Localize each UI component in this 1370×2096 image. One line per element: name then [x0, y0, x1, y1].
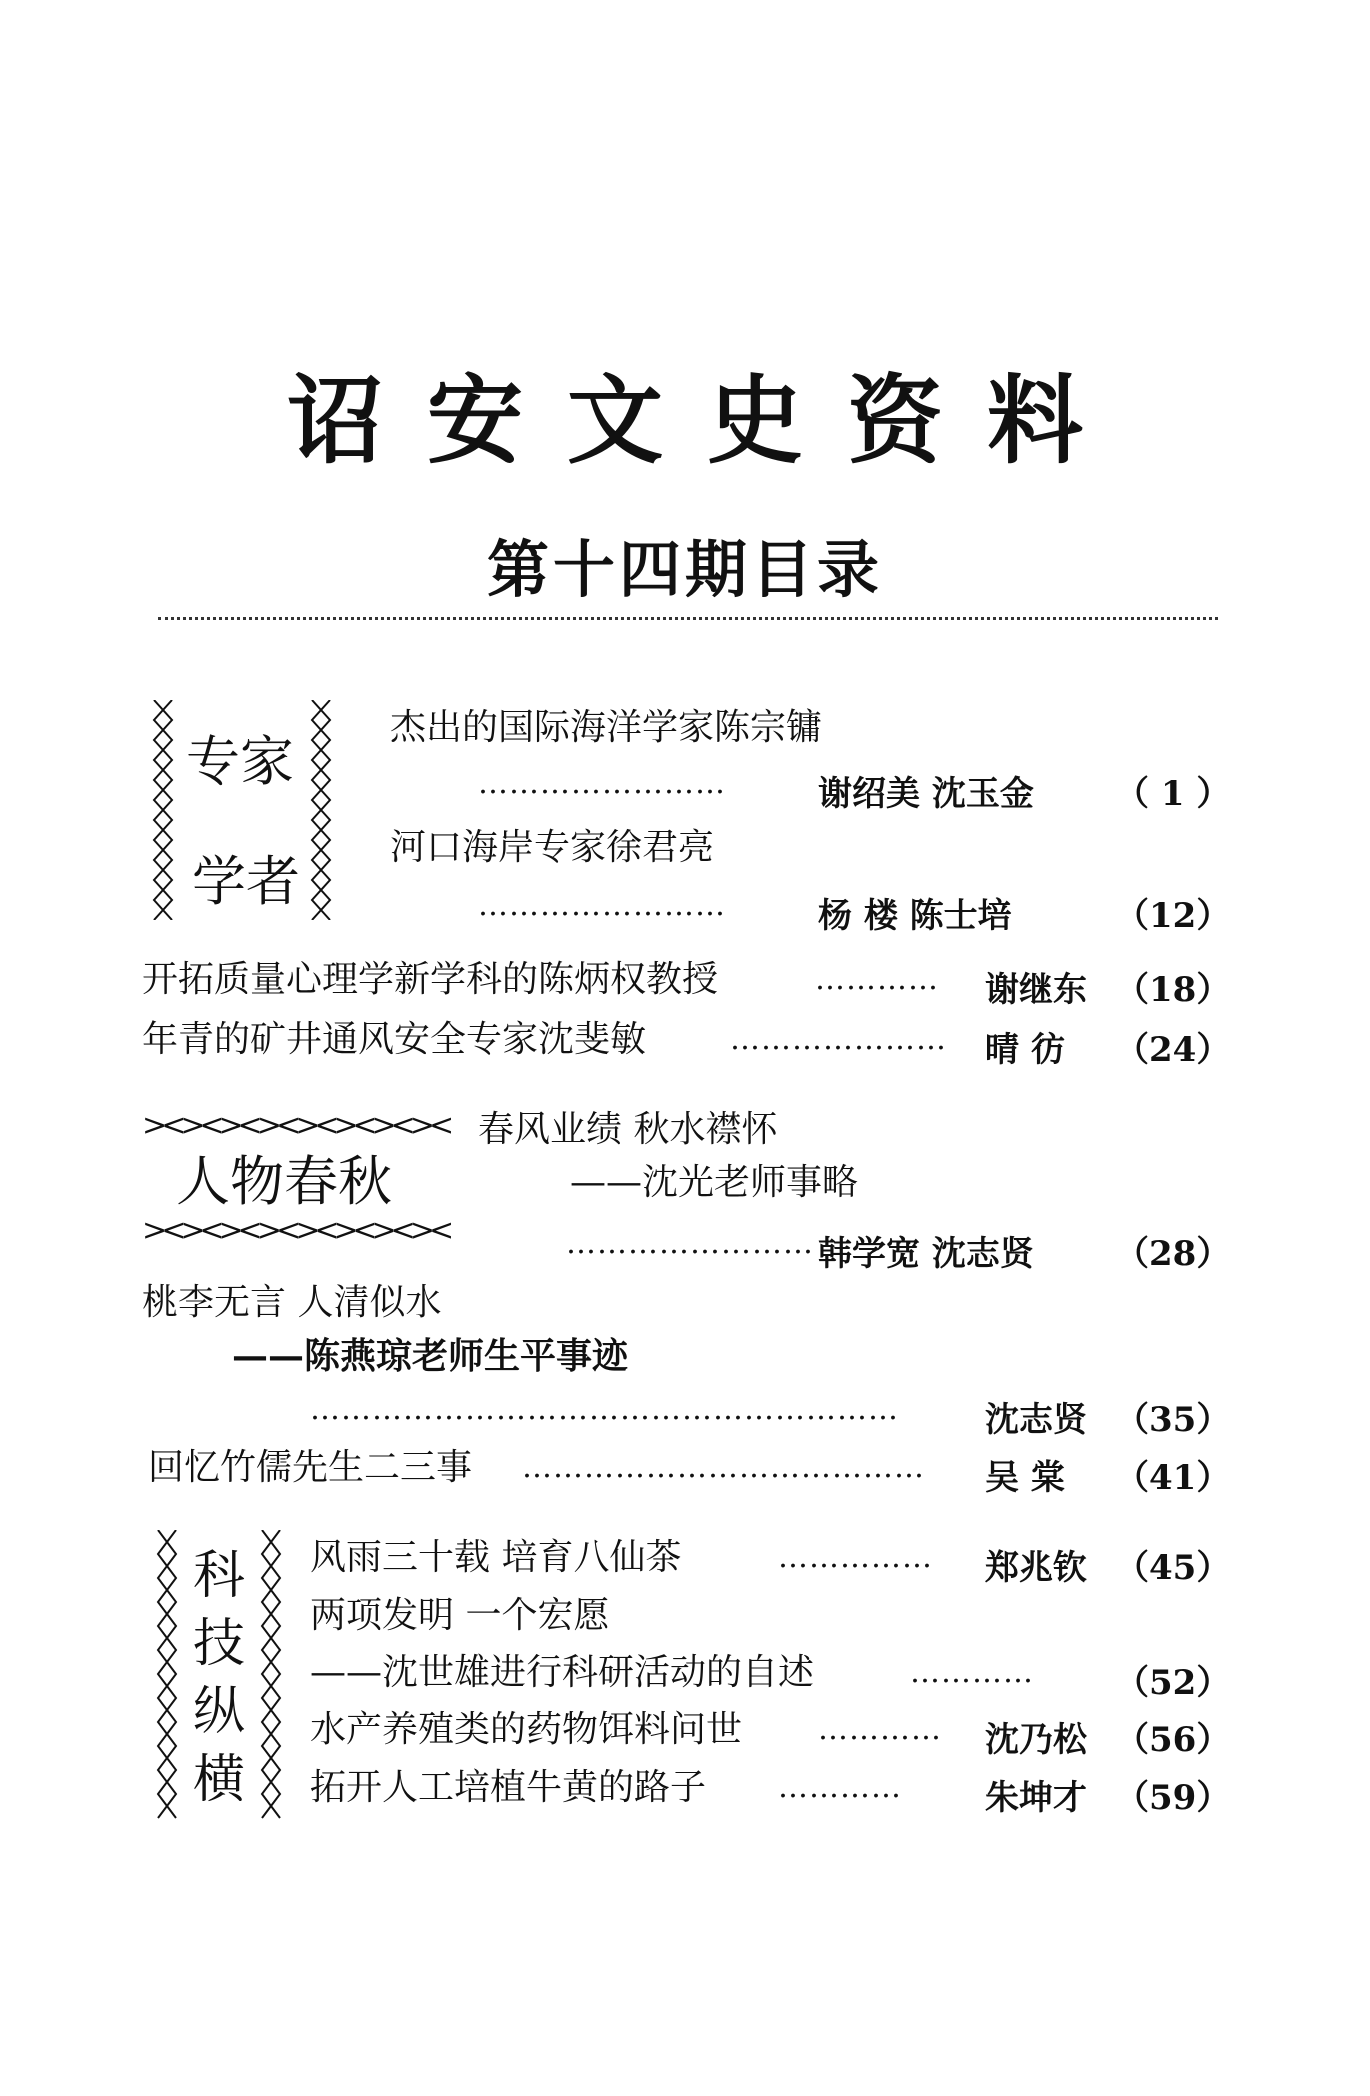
leader-dots: ………………… — [730, 1022, 947, 1057]
entry-authors: 杨 楼 陈士培 — [818, 896, 1012, 936]
leader-dots: ………… — [778, 1770, 902, 1805]
entry-title: 风雨三十载 培育八仙茶 — [310, 1537, 682, 1578]
right-ornament-border — [258, 1530, 284, 1820]
section-label-char: 技 — [193, 1614, 246, 1674]
entry-page: （41） — [1115, 1458, 1231, 1498]
leader-dots: …………………… — [478, 766, 726, 801]
entry-authors: 郑兆钦 — [985, 1548, 1087, 1588]
leader-dots: …………… — [778, 1540, 933, 1575]
right-ornament-border — [308, 700, 334, 920]
entry-title: 两项发明 一个宏愿 — [310, 1595, 610, 1636]
entry-page: （12） — [1115, 896, 1231, 936]
section-label-line1: 专家 — [186, 730, 294, 793]
section-label-char: 科 — [193, 1546, 246, 1606]
entry-title: 开拓质量心理学新学科的陈炳权教授 — [142, 959, 719, 1000]
entry-authors: 沈志贤 — [985, 1400, 1087, 1440]
leader-dots: ………… — [815, 962, 939, 997]
entry-authors: 吴 棠 — [985, 1458, 1065, 1498]
left-ornament-border — [150, 700, 176, 920]
entry-authors: 韩学宽 沈志贤 — [818, 1234, 1034, 1274]
entry-page: （52） — [1115, 1663, 1231, 1703]
entry-page: （18） — [1115, 970, 1231, 1010]
entry-title: 回忆竹儒先生二三事 — [148, 1447, 473, 1488]
left-ornament-border — [154, 1530, 180, 1820]
section-label-line2: 学者 — [192, 850, 300, 913]
entry-page: （24） — [1115, 1030, 1231, 1070]
entry-page: （45） — [1115, 1548, 1231, 1588]
leader-dots: ………… — [910, 1655, 1034, 1690]
entry-subtitle: ——沈光老师事略 — [570, 1162, 859, 1203]
issue-subtitle: 第十四期目录 — [486, 533, 883, 606]
entry-authors: 晴 彷 — [985, 1030, 1065, 1070]
entry-authors: 沈乃松 — [985, 1720, 1087, 1760]
leader-dots: ………… — [818, 1712, 942, 1747]
zigzag-ornament-bottom: ><><><><><><><>< — [142, 1213, 449, 1248]
section-label-char: 横 — [193, 1750, 246, 1810]
entry-page: （35） — [1115, 1400, 1231, 1440]
entry-page: （28） — [1115, 1234, 1231, 1274]
dotted-divider — [158, 617, 1218, 620]
leader-dots: ………………………………………………… — [310, 1392, 899, 1427]
entry-page: （ 1 ） — [1115, 774, 1231, 814]
leader-dots: …………………… — [566, 1226, 814, 1261]
entry-title: 年青的矿井通风安全专家沈斐敏 — [142, 1019, 647, 1060]
entry-subtitle: ——陈燕琼老师生平事迹 — [232, 1335, 629, 1377]
section-label: 人物春秋 — [176, 1150, 392, 1213]
entry-page: （56） — [1115, 1720, 1231, 1760]
leader-dots: …………………… — [478, 888, 726, 923]
journal-title: 诏安文史资料 — [287, 364, 1127, 477]
leader-dots: ………………………………… — [522, 1450, 925, 1485]
entry-title: 杰出的国际海洋学家陈宗镛 — [390, 707, 823, 748]
entry-title: 桃李无言 人清似水 — [142, 1282, 442, 1323]
entry-title: 水产养殖类的药物饵料问世 — [310, 1709, 743, 1750]
entry-authors: 谢绍美 沈玉金 — [818, 774, 1034, 814]
entry-subtitle: ——沈世雄进行科研活动的自述 — [310, 1652, 815, 1693]
zigzag-ornament-top: ><><><><><><><>< — [142, 1108, 449, 1143]
entry-title: 春风业绩 秋水襟怀 — [478, 1109, 778, 1150]
entry-authors: 谢继东 — [985, 970, 1087, 1010]
section-label-char: 纵 — [193, 1682, 246, 1742]
entry-title: 河口海岸专家徐君亮 — [390, 827, 715, 868]
entry-title: 拓开人工培植牛黄的路子 — [310, 1767, 707, 1808]
entry-page: （59） — [1115, 1778, 1231, 1818]
entry-authors: 朱坤才 — [985, 1778, 1087, 1818]
